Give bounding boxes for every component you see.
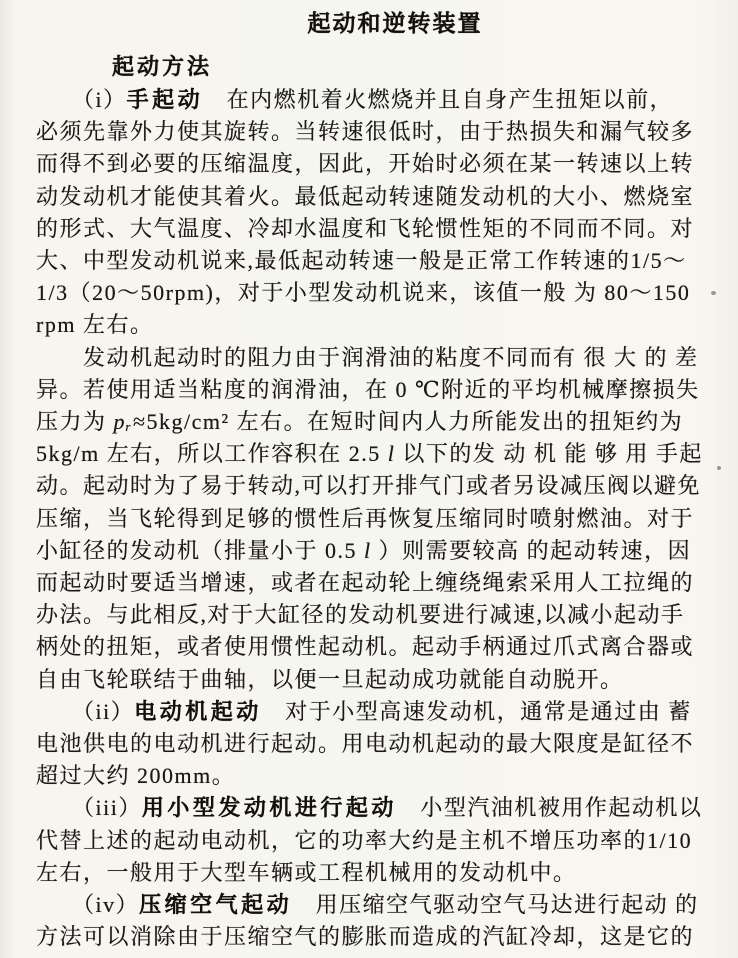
text-run: 动。起动时为了易于转动,可以打开排气门或者另设减压阀以避免 [36, 473, 702, 499]
text-line [36, 374, 708, 406]
text-line [36, 84, 708, 116]
text-run: 异。若使用适当粘度的润滑油，在 0 ℃附近的平均机械摩擦损失 [36, 376, 700, 402]
text-run: 发动机起动时的阻力由于润滑油的粘度不同而有 很 大 的 差 [36, 344, 699, 370]
text-run: 大、中型发动机说来,最低起动转速一般是正常工作转速的1/5～ [36, 248, 687, 274]
text-line [36, 889, 708, 921]
text-run: 压缩，当飞轮得到足够的惯性后再恢复压缩同时喷射燃油。对于 [36, 505, 695, 531]
text-run: 对于小型高速发动机，通常是通过由 蓄 [261, 698, 692, 724]
text-line [36, 406, 708, 438]
text-run: 在内燃机着火燃烧并且自身产生扭矩以前， [203, 87, 674, 112]
text-run: 而得不到必要的压缩温度，因此，开始时必须在某一转速以上转 [36, 151, 695, 177]
text-line [36, 696, 708, 728]
text-run: 左右，一般用于大型车辆或工程机械用的发动机中。 [36, 859, 577, 885]
text-run: 柄处的扭矩，或者使用惯性起动机。起动手柄通过爪式离合器或 [36, 634, 695, 660]
text-line [36, 438, 708, 470]
text-line [36, 825, 708, 857]
text-run: 电池供电的电动机进行起动。用电动机起动的最大限度是缸径不 [36, 731, 695, 757]
text-run: 小缸径的发动机（排量小于 0.5 [36, 537, 365, 563]
text-line [36, 728, 708, 760]
text-run: （i） [36, 87, 127, 112]
body-text [36, 84, 708, 953]
text-line [36, 245, 708, 277]
text-run: 代替上述的起动电动机，它的功率大约是主机不增压功率的1/10 [36, 827, 693, 853]
text-line [36, 181, 708, 213]
page-title: 起动和逆转装置 [307, 10, 483, 36]
text-run: （iv） [36, 892, 140, 918]
section-heading: 起动方法 [112, 54, 213, 79]
text-run: （iii） [36, 795, 142, 821]
text-line [36, 148, 708, 180]
text-line [36, 503, 708, 535]
text-run: l [387, 441, 396, 467]
text-run: 动发动机才能使其着火。最低起动转速随发动机的大小、燃烧室 [36, 183, 695, 209]
text-line [36, 760, 708, 792]
text-line [36, 567, 708, 599]
text-line [36, 470, 708, 502]
text-run: 以下的发 动 机 能 够 用 手起 [395, 441, 703, 467]
emphasis-term: 手起动 [126, 87, 204, 112]
text-run: pᵣ [113, 409, 133, 435]
text-line [36, 535, 708, 567]
text-run: 1/3（20～50rpm)，对于小型发动机说来，该值一般 为 80～150 [36, 280, 691, 306]
text-line [36, 309, 708, 341]
text-run: 的形式、大气温度、冷却水温度和飞轮惯性矩的不同而不同。对 [36, 215, 695, 241]
text-line [36, 599, 708, 631]
text-run: 超过大约 200mm。 [36, 763, 236, 789]
text-run: 小型汽油机被用作起动机以 [396, 795, 703, 821]
text-line [36, 792, 708, 824]
text-run: 5kg/m 左右，所以工作容积在 2.5 [36, 441, 388, 467]
emphasis-term: 压缩空气起动 [139, 892, 293, 918]
text-run: 办法。与此相反,对于大缸径的发动机要进行减速,以减小起动手 [36, 602, 685, 628]
text-run: l [364, 537, 372, 563]
text-line [36, 921, 708, 953]
text-line [36, 631, 708, 663]
text-line [36, 277, 708, 309]
text-run: rpm 左右。 [36, 312, 154, 338]
text-run: 用压缩空气驱动空气马达进行起动 的 [292, 892, 699, 918]
text-run: 必须先靠外力使其旋转。当转速很低时，由于热损失和漏气较多 [36, 119, 695, 145]
text-line [36, 664, 708, 696]
text-line [36, 116, 708, 148]
emphasis-term: 电动机起动 [134, 698, 262, 724]
text-run: （ii） [36, 698, 135, 724]
text-run: 方法可以消除由于压缩空气的膨胀而造成的汽缸冷却，这是它的 [36, 924, 695, 950]
text-run: ）则需要较高 的起动转速，因 [371, 537, 692, 563]
scan-speck [711, 291, 716, 295]
scan-speck [717, 466, 721, 470]
text-line [36, 342, 708, 374]
text-run: 压力为 [36, 409, 114, 435]
text-line [36, 857, 708, 889]
text-run: ≈5kg/cm² 左右。在短时间内人力所能发出的扭矩约为 [132, 409, 684, 435]
emphasis-term: 用小型发动机进行起动 [141, 795, 397, 821]
text-run: 自由飞轮联结于曲轴，以便一旦起动成功就能自动脱开。 [36, 666, 624, 692]
text-run: 而起动时要适当增速，或者在起动轮上缠绕绳索采用人工拉绳的 [36, 570, 695, 596]
text-line [36, 213, 708, 245]
